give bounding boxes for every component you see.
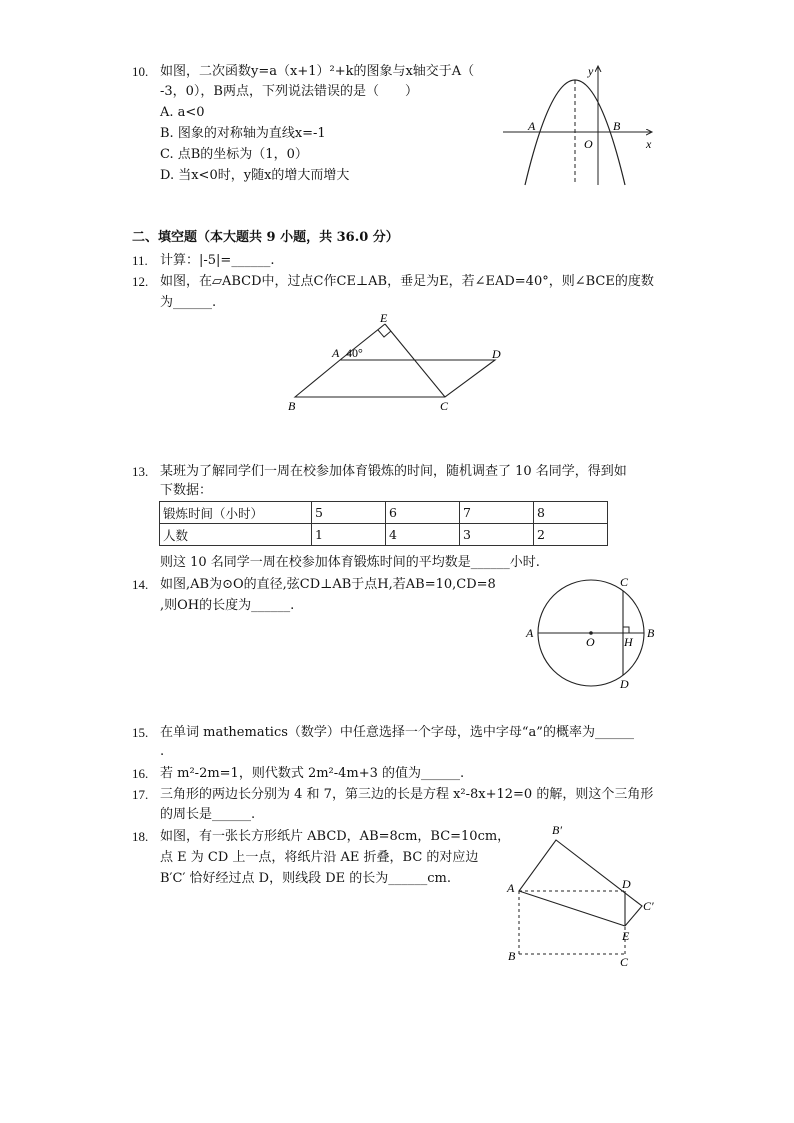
label-b-prime: B′	[552, 823, 562, 837]
q14-number: 14.	[132, 577, 149, 592]
right-angle-mark	[623, 627, 629, 633]
table-cell: 3	[460, 524, 534, 546]
q18-folded-rectangle-figure	[500, 820, 670, 970]
label-c-prime: C′	[643, 899, 654, 913]
q15-number: 15.	[132, 725, 149, 740]
label-c: C	[620, 575, 629, 589]
label-angle: 40°	[346, 346, 363, 360]
table-cell: 6	[386, 502, 460, 524]
label-b: B	[647, 626, 655, 640]
q13-stem-line2: 下数据：	[160, 483, 213, 498]
label-o: O	[584, 137, 593, 151]
q10-number: 10.	[132, 64, 149, 79]
q14-circle-figure	[520, 570, 665, 695]
table-cell: 锻炼时间（小时）	[160, 502, 312, 524]
label-y: y	[588, 64, 594, 78]
table-row	[160, 502, 608, 524]
table-cell: 5	[312, 502, 386, 524]
q11-text: 计算：|-5|=______.	[160, 253, 275, 268]
q14-stem-line2: ,则OH的长度为______.	[160, 598, 295, 613]
table-cell: 8	[534, 502, 608, 524]
label-a: A	[528, 119, 536, 133]
parallelogram-abcd	[295, 360, 495, 397]
label-d: D	[492, 347, 501, 361]
label-c: C	[440, 399, 449, 413]
label-c: C	[620, 955, 629, 969]
label-x: x	[646, 137, 652, 151]
q13-stem-line1: 某班为了解同学们一周在校参加体育锻炼的时间，随机调查了 10 名同学，得到如	[160, 464, 627, 479]
section-title: 二、填空题（本大题共 9 小题，共 36.0 分）	[132, 230, 399, 245]
q13-number: 13.	[132, 464, 149, 479]
q12-number: 12.	[132, 274, 149, 289]
label-e: E	[380, 311, 388, 325]
table-cell: 7	[460, 502, 534, 524]
label-o: O	[586, 635, 595, 649]
label-h: H	[624, 635, 633, 649]
table-cell: 2	[534, 524, 608, 546]
q10-option-a: A. a<0	[160, 105, 205, 120]
q10-parabola-figure	[500, 60, 665, 190]
table-cell: 4	[386, 524, 460, 546]
q18-stem-line2: 点 E 为 CD 上一点，将纸片沿 AE 折叠，BC 的对应边	[160, 850, 479, 865]
label-d: D	[620, 677, 629, 691]
q11-number: 11.	[132, 253, 148, 268]
q17-stem-line1: 三角形的两边长分别为 4 和 7，第三边的长是方程 x²-8x+12=0 的解，则这个三角形	[160, 787, 654, 802]
table-row	[160, 524, 608, 546]
q10-option-c: C. 点B的坐标为（1，0）	[160, 147, 308, 162]
label-a: A	[526, 626, 534, 640]
q17-stem-line2: 的周长是______.	[160, 807, 256, 822]
q10-option-d: D. 当x<0时，y随x的增大而增大	[160, 168, 350, 183]
q16-number: 16.	[132, 766, 149, 781]
q12-parallelogram-figure	[280, 310, 520, 420]
q12-stem-line1: 如图，在▱ABCD中，过点C作CE⊥AB，垂足为E，若∠EAD=40°，则∠BCE的度数	[160, 274, 654, 289]
q17-number: 17.	[132, 787, 149, 802]
right-angle-mark	[378, 330, 391, 337]
table-cell: 人数	[160, 524, 312, 546]
q15-stem-line2: .	[160, 744, 165, 759]
q18-stem-line3: B′C′ 恰好经过点 D，则线段 DE 的长为______cm.	[160, 871, 452, 886]
q12-stem-line2: 为______.	[160, 295, 217, 310]
label-b: B	[508, 949, 516, 963]
q13-data-table	[159, 501, 608, 546]
q10-stem-line2: -3，0），B两点，下列说法错误的是（ ）	[160, 84, 418, 99]
label-e: E	[622, 929, 630, 943]
label-a: A	[332, 346, 340, 360]
q13-after-text: 则这 10 名同学一周在校参加体育锻炼时间的平均数是______小时.	[160, 555, 540, 570]
label-b: B	[288, 399, 296, 413]
label-b: B	[613, 119, 621, 133]
q10-option-b: B. 图象的对称轴为直线x=-1	[160, 126, 326, 141]
q18-number: 18.	[132, 829, 149, 844]
q10-stem-line1: 如图，二次函数y=a（x+1）²+k的图象与x轴交于A（	[160, 64, 475, 79]
label-a: A	[507, 881, 515, 895]
q18-stem-line1: 如图，有一张长方形纸片 ABCD，AB=8cm，BC=10cm，	[160, 829, 511, 844]
q15-stem-line1: 在单词 mathematics（数学）中任意选择一个字母，选中字母“a”的概率为______	[160, 725, 634, 740]
label-d: D	[622, 877, 631, 891]
q16-text: 若 m²-2m=1，则代数式 2m²-4m+3 的值为______.	[160, 766, 465, 781]
q14-stem-line1: 如图,AB为⊙O的直径,弦CD⊥AB于点H,若AB=10,CD=8	[160, 577, 496, 592]
table-cell: 1	[312, 524, 386, 546]
